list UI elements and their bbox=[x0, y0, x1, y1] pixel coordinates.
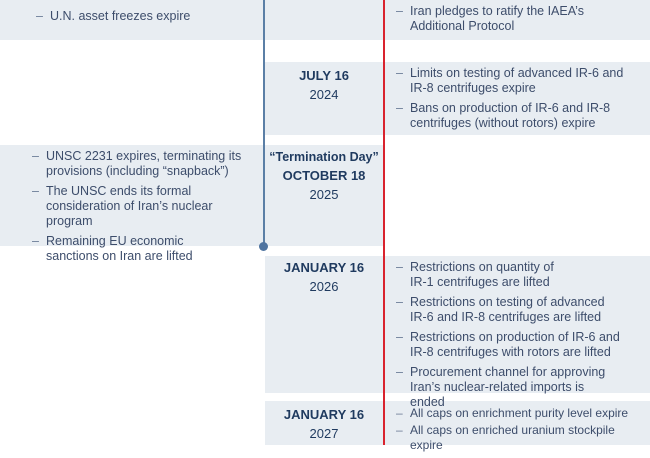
list-item: – All caps on enriched uranium stockpile expire bbox=[396, 423, 650, 453]
date-month-day: JANUARY 16 bbox=[283, 407, 365, 422]
list-item: – Limits on testing of advanced IR-6 and IR-8 centrifuges expire bbox=[396, 66, 636, 96]
list-item: – Restrictions on quantity of IR-1 centrifuges are lifted bbox=[396, 260, 621, 290]
date-year: 2026 bbox=[309, 279, 339, 294]
list-item: – The UNSC ends its formal consideration of Iran’s nuclear program bbox=[32, 184, 262, 229]
date-year: 2027 bbox=[309, 426, 339, 441]
october-2025-left-list bbox=[32, 149, 262, 269]
list-item: – Restrictions on production of IR-6 and IR-8 centrifuges with rotors are lifted bbox=[396, 330, 621, 360]
list-item: – Restrictions on testing of advanced IR-6 and IR-8 centrifuges are lifted bbox=[396, 295, 621, 325]
list-item: – All caps on enrichment purity level expire bbox=[396, 406, 650, 421]
list-item: – U.N. asset freezes expire bbox=[36, 9, 256, 24]
timeline-line-us bbox=[383, 0, 385, 445]
date-july-2024 bbox=[265, 66, 383, 104]
july-2024-right-list bbox=[396, 66, 636, 136]
timeline-line-un-eu bbox=[263, 0, 265, 245]
date-year: 2024 bbox=[309, 87, 339, 102]
january-2027-right-list bbox=[396, 406, 650, 458]
list-item: – Procurement channel for approving Iran’s nuclear-related imports is ended bbox=[396, 365, 621, 410]
list-item: – Remaining EU economic sanctions on Iran are lifted bbox=[32, 234, 262, 264]
termination-day-label: “Termination Day” bbox=[269, 150, 379, 164]
date-january-2027 bbox=[265, 405, 383, 443]
list-item: – Bans on production of IR-6 and IR-8 centrifuges (without rotors) expire bbox=[396, 101, 636, 131]
january-2026-right-list bbox=[396, 260, 621, 415]
top-right-list bbox=[396, 4, 636, 39]
list-item: – Iran pledges to ratify the IAEA’s Additional Protocol bbox=[396, 4, 636, 34]
date-month-day: JANUARY 16 bbox=[283, 260, 365, 275]
date-month-day: JULY 16 bbox=[299, 68, 349, 83]
date-january-2026 bbox=[265, 258, 383, 296]
list-item: – UNSC 2231 expires, terminating its provisions (including “snapback”) bbox=[32, 149, 262, 179]
date-year: 2025 bbox=[309, 187, 339, 202]
date-month-day: OCTOBER 18 bbox=[282, 168, 366, 183]
top-left-list bbox=[36, 9, 256, 29]
date-october-2025 bbox=[265, 149, 383, 204]
